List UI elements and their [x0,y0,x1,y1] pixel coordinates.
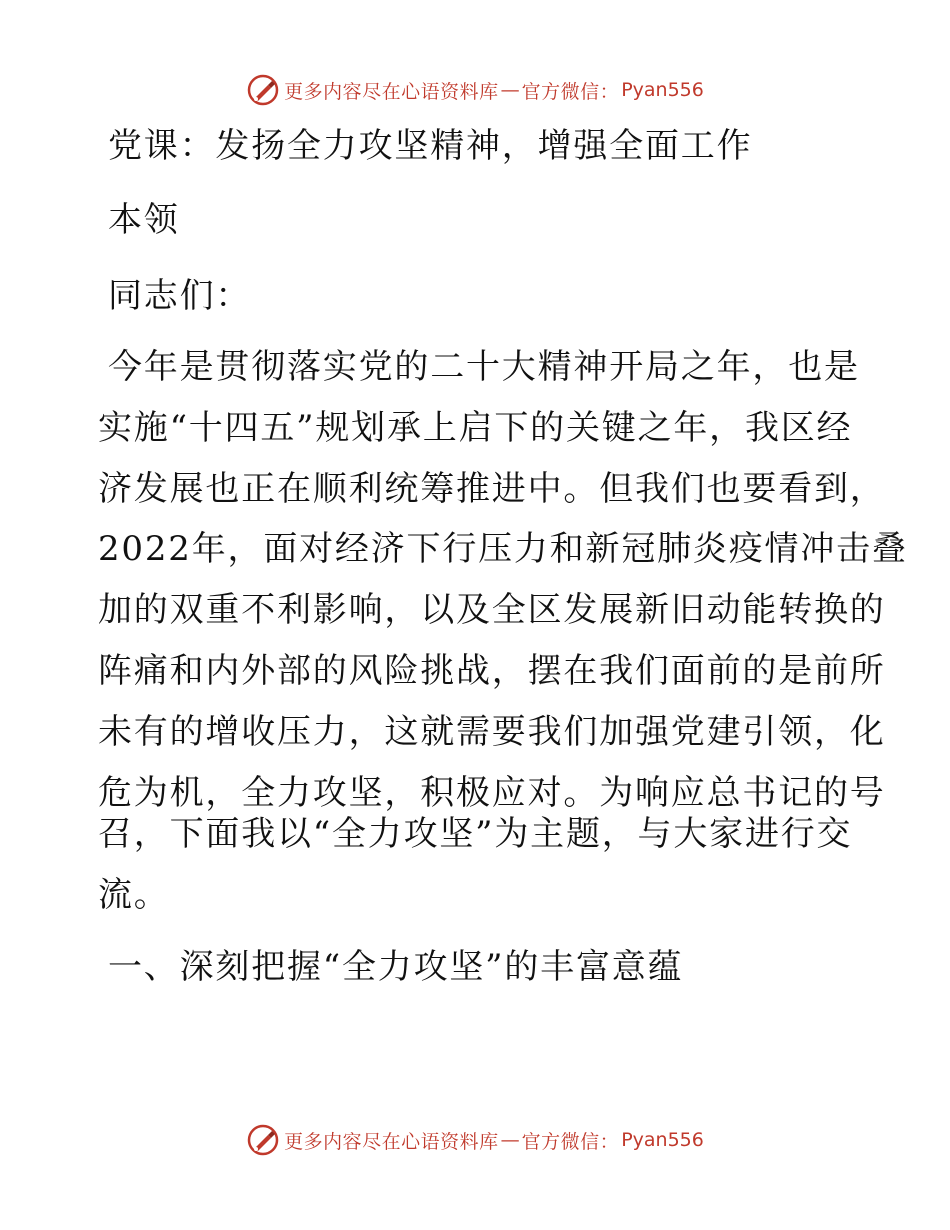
paragraph-line: 2022年，面对经济下行压力和新冠肺炎疫情冲击叠 [98,529,908,569]
paragraph-line: 济发展也正在顺利统筹推进中。但我们也要看到， [98,469,886,509]
paragraph-line: 加的双重不利影响，以及全区发展新旧动能转换的 [98,590,886,630]
paragraph-line: 今年是贯彻落实党的二十大精神开局之年，也是 [108,347,860,387]
paragraph-line: 阵痛和内外部的风险挑战，摆在我们面前的是前所 [98,651,886,691]
paragraph-line: 实施“十四五”规划承上启下的关键之年，我区经 [98,408,853,448]
paragraph-line: 流。 [98,875,170,915]
paragraph-line: 未有的增收压力，这就需要我们加强党建引领，化 [98,712,886,752]
watermark-account-label: 官方微信： [521,80,620,103]
document-title-continued: 本领 [108,200,180,240]
header-watermark [0,70,950,110]
watermark-account-id: Pyan556 [621,1129,704,1151]
pen-logo-icon [246,1123,280,1157]
document-title: 党课：发扬全力攻坚精神，增强全面工作 [108,126,753,166]
watermark-text: 更多内容尽在心语资料库 [284,80,499,103]
paragraph-line: 危为机，全力攻坚，积极应对。为响应总书记的号 [98,773,886,813]
pen-logo-icon [246,73,280,107]
paragraph-line: 召，下面我以“全力攻坚”为主题，与大家进行交 [98,814,853,854]
watermark-account-label: 官方微信： [521,1130,620,1153]
section-heading: 一、深刻把握“全力攻坚”的丰富意蕴 [108,947,684,987]
watermark-text: 更多内容尽在心语资料库 [284,1130,499,1153]
watermark-dash: — [500,79,520,101]
watermark-dash: — [500,1129,520,1151]
salutation: 同志们： [108,276,252,316]
watermark-account-id: Pyan556 [621,79,704,101]
footer-watermark [0,1120,950,1160]
